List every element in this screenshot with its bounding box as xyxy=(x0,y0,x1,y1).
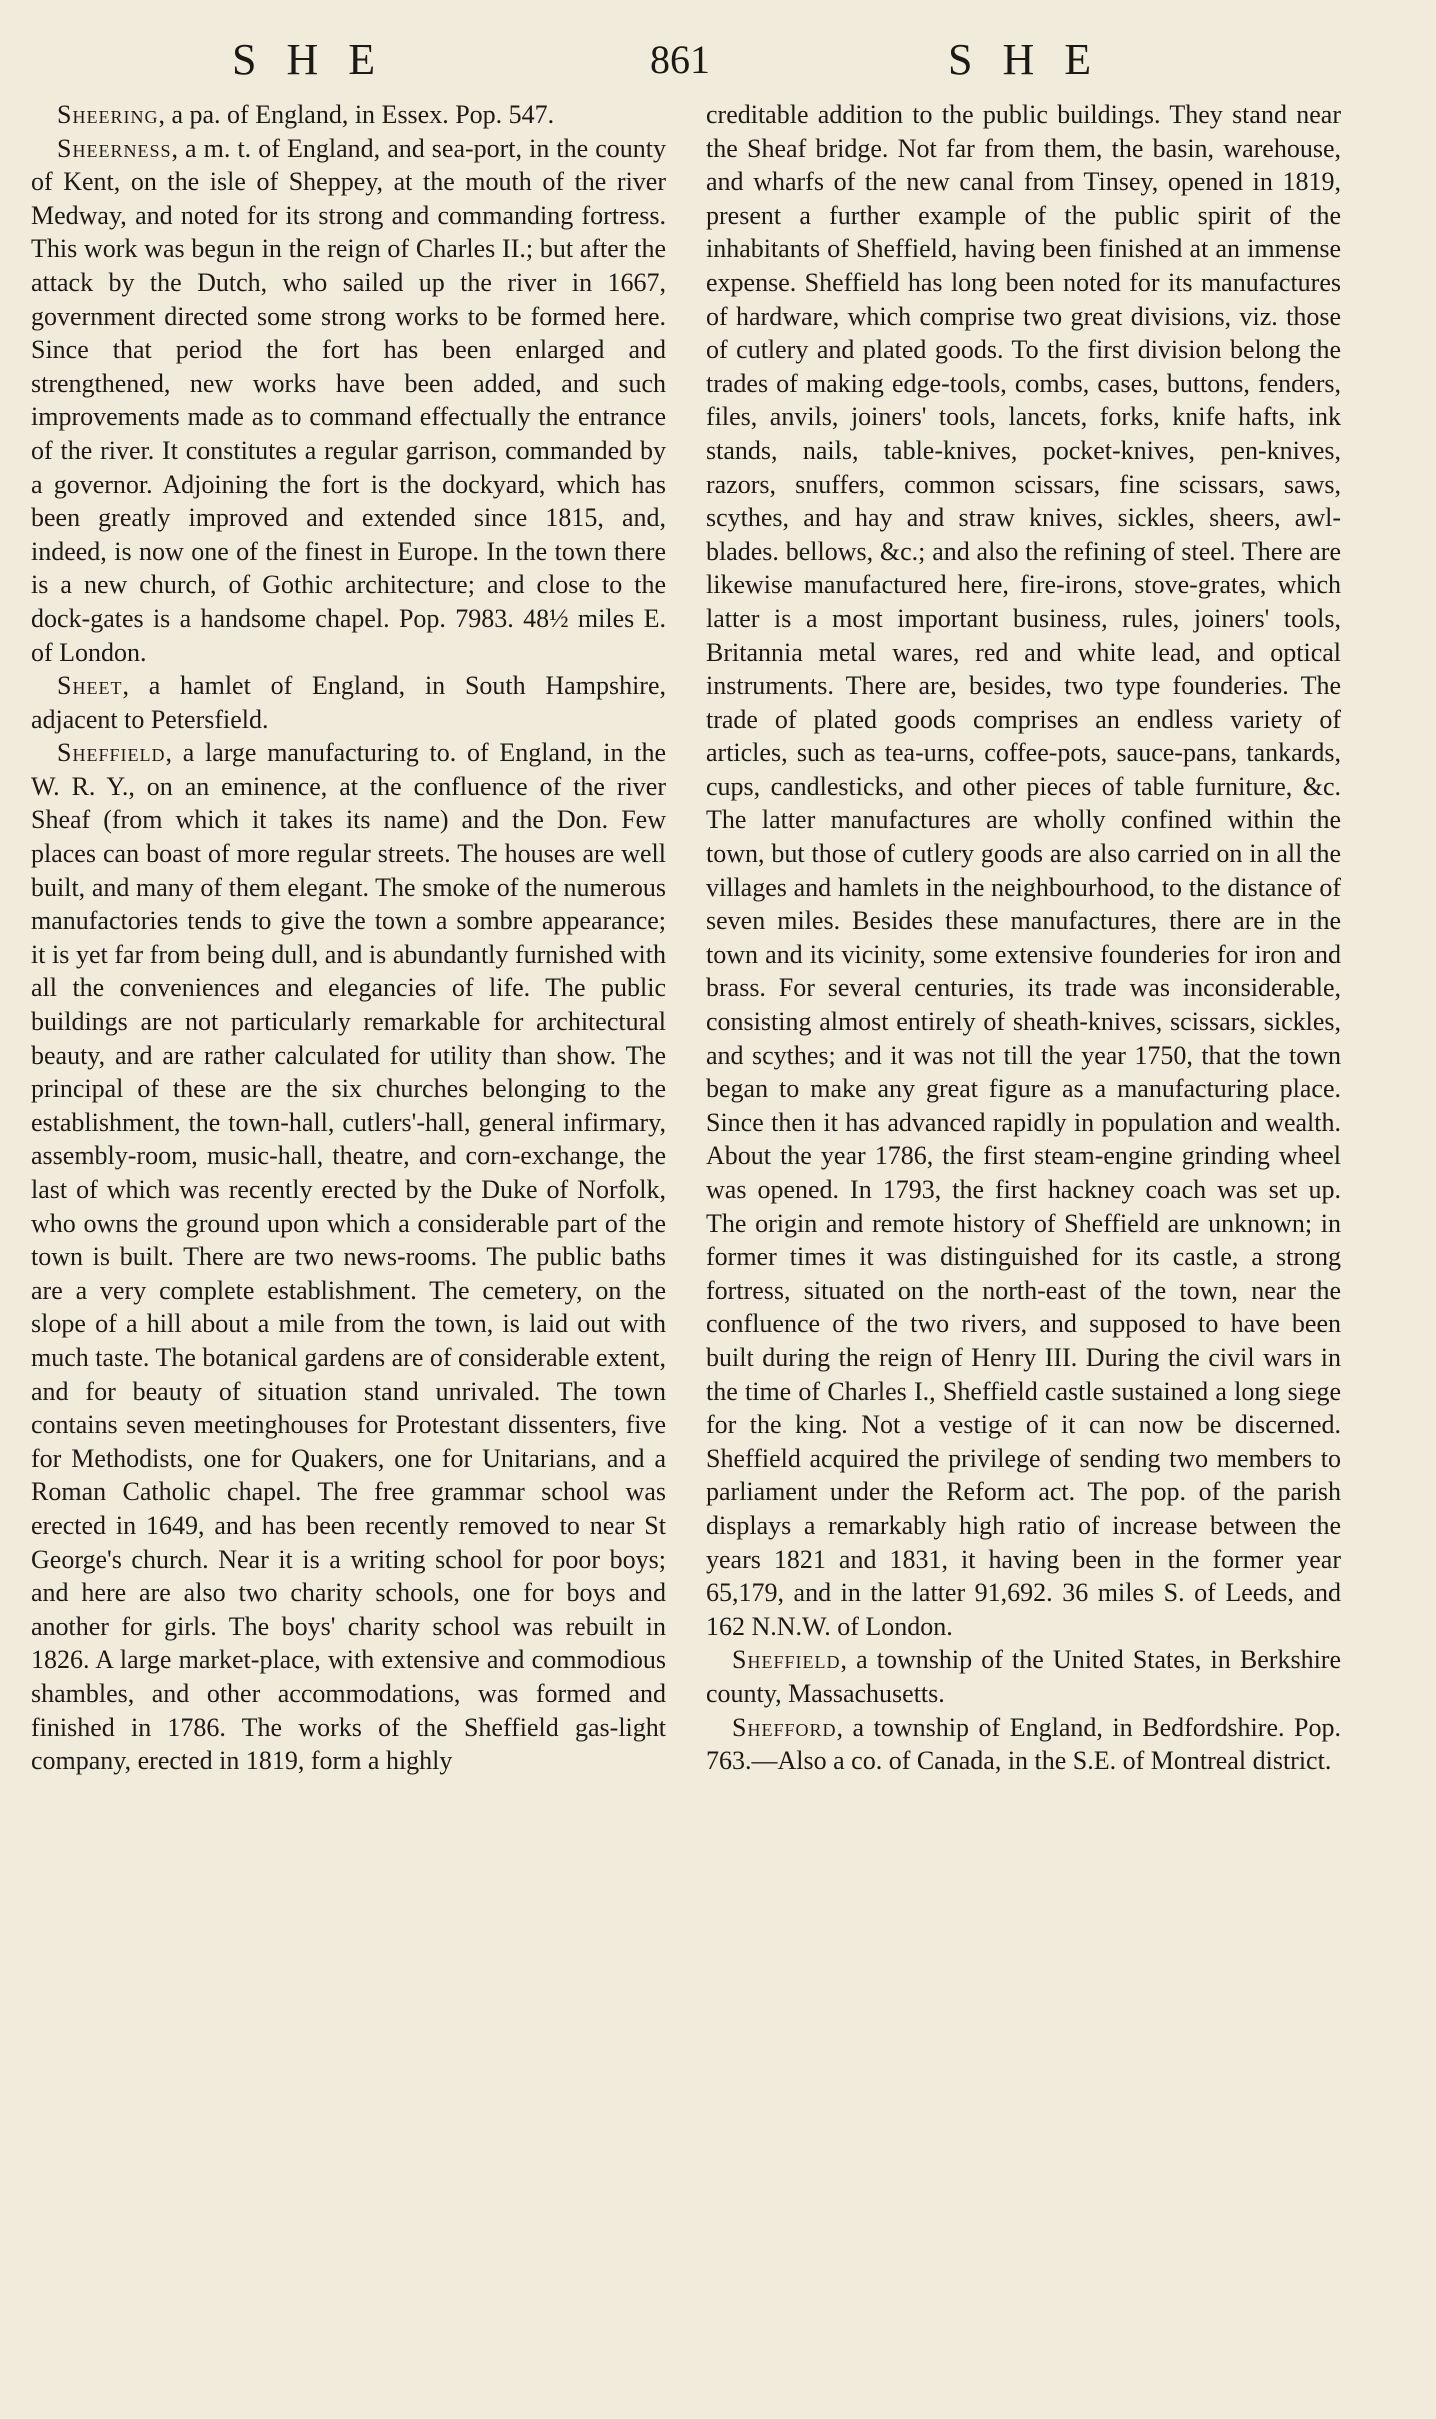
entry-headword: Sheering xyxy=(57,100,159,129)
entry-headword: Sheet xyxy=(57,671,123,701)
entry-sheerness xyxy=(31,132,666,670)
entry-sheffield-continued xyxy=(706,98,1341,1643)
entry-text: , a m. t. of England, and sea-port, in the county of Kent, on the isle of Sheppey, at the mouth of the river Medway, and noted for its strong and commanding fortress. This work was begun in the reign of Charles II.; but after the attack by the Dutch, who sailed up the river in 1667, government directed some strong works to be formed here. Since that period the fort has been enlarged and strengthened, new works have been added, and such improvements made as to command effectually the entrance of the river. It constitutes a regular garrison, commanded by a governor. Adjoining the fort is the dockyard, which has been greatly improved and extended since 1815, and, indeed, is now one of the finest in Europe. In the town there is a new church, of Gothic architecture; and close to the dock-gates is a handsome chapel. Pop. 7983. 48½ miles E. of London. xyxy=(31,133,666,667)
entry-headword: Sheerness xyxy=(57,133,172,163)
running-head-right: SHE xyxy=(948,35,1122,84)
running-head-left: SHE xyxy=(232,35,406,84)
entry-text: creditable addition to the public buildings. They stand near the Sheaf bridge. Not far from them, the basin, warehouse, and wharfs of the new canal from Tinsey, opened in 1819, present a further example of the public spirit of the inhabitants of Sheffield, having been finished at an immense expense. Sheffield has long been noted for its manufactures of hardware, which comprise two great divisions, viz. those of cutlery and plated goods. To the first division belong the trades of making edge-tools, combs, cases, buttons, fenders, files, anvils, joiners' tools, lancets, forks, knife hafts, ink stands, nails, table-knives, pocket-knives, pen-knives, razors, snuffers, common scissars, fine scissars, saws, scythes, and hay and straw knives, sickles, sheers, awl-blades. bellows, &c.; and also the refining of steel. There are likewise manufactured here, fire-irons, stove-grates, which latter is a most important business, rules, joiners' tools, Britannia metal wares, red and white lead, and optical instruments. There are, besides, two type founderies. The trade of plated goods comprises an endless variety of articles, such as tea-urns, coffee-pots, sauce-pans, tankards, cups, candlesticks, and other pieces of table furniture, &c. The latter manufactures are wholly confined within the town, but those of cutlery goods are also carried on in all the villages and hamlets in the neighbourhood, to the distance of seven miles. Besides these manufactures, there are in the town and its vicinity, some extensive founderies for iron and brass. For several centuries, its trade was inconsiderable, consisting almost entirely of sheath-knives, scissars, sickles, and scythes; and it was not till the year 1750, that the town began to make any great figure as a manufacturing place. Since then it has advanced rapidly in population and wealth. About the year 1786, the first steam-engine grinding wheel was opened. In 1793, the first hackney coach was set up. The origin and remote history of Sheffield are unknown; in former times it was distinguished for its castle, a strong fortress, situated on the north-east of the town, near the confluence of the two rivers, and supposed to have been built during the reign of Henry III. During the civil wars in the time of Charles I., Sheffield castle sustained a long siege for the king. Not a vestige of it can now be discerned. Sheffield acquired the privilege of sending two members to parliament under the Reform act. The pop. of the parish displays a remarkably high ratio of increase between the years 1821 and 1831, it having been in the former year 65,179, and in the latter 91,692. 36 miles S. of Leeds, and 162 N.N.W. of London. xyxy=(706,100,1341,1641)
right-column xyxy=(706,98,1341,1778)
entry-headword: Sheffield xyxy=(732,1645,841,1675)
entry-text: , a hamlet of England, in South Hampshire, adjacent to Petersfield. xyxy=(31,671,666,734)
entry-sheet xyxy=(31,669,666,736)
entry-text: , a township of the United States, in Berkshire county, Massachusetts. xyxy=(706,1645,1341,1708)
entry-text: , a township of England, in Bedfordshire. Pop. 763.—Also a co. of Canada, in the S.E. of Montreal district. xyxy=(706,1712,1341,1776)
entry-sheering xyxy=(31,98,666,132)
entry-sheffield-england xyxy=(31,736,666,1777)
entry-shefford xyxy=(706,1711,1341,1778)
left-column xyxy=(31,98,666,1778)
page-number: 861 xyxy=(650,37,710,82)
entry-text: , a pa. of England, in Essex. Pop. 547. xyxy=(158,100,555,129)
entry-headword: Sheffield xyxy=(57,738,166,768)
entry-headword: Shefford xyxy=(732,1712,837,1742)
entry-sheffield-massachusetts xyxy=(706,1643,1341,1710)
entry-text: , a large manufacturing to. of England, in the W. R. Y., on an eminence, at the confluence of the river Sheaf (from which it takes its name) and the Don. Few places can boast of more regular streets. The houses are well built, and many of them elegant. The smoke of the numerous manufactories tends to give the town a sombre appearance; it is yet far from being dull, and is abundantly furnished with all the conveniences and elegancies of life. The public buildings are not particularly remarkable for architectural beauty, and are rather calculated for utility than show. The principal of these are the six churches belonging to the establishment, the town-hall, cutlers'-hall, general infirmary, assembly-room, music-hall, theatre, and corn-exchange, the last of which was recently erected by the Duke of Norfolk, who owns the ground upon which a considerable part of the town is built. There are two news-rooms. The public baths are a very complete establishment. The cemetery, on the slope of a hill about a mile from the town, is laid out with much taste. The botanical gardens are of considerable extent, and for beauty of situation stand unrivaled. The town contains seven meetinghouses for Protestant dissenters, five for Methodists, one for Quakers, one for Unitarians, and a Roman Catholic chapel. The free grammar school was erected in 1649, and has been recently removed to near St George's church. Near it is a writing school for poor boys; and here are also two charity schools, one for boys and another for girls. The boys' charity school was rebuilt in 1826. A large market-place, with extensive and commodious shambles, and other accommodations, was formed and finished in 1786. The works of the Sheffield gas-light company, erected in 1819, form a highly xyxy=(31,738,666,1776)
